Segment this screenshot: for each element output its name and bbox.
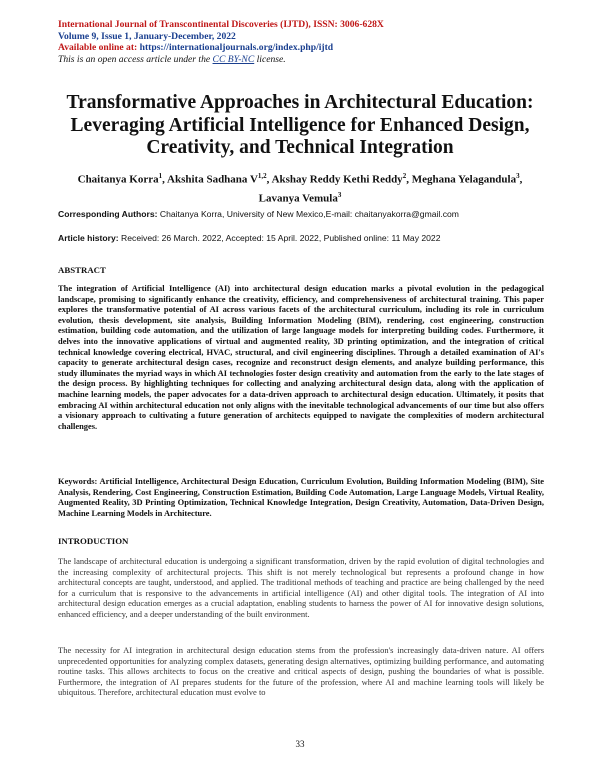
author-separator: , <box>266 173 272 186</box>
abstract-heading: ABSTRACT <box>58 265 106 275</box>
keywords-block <box>58 476 544 518</box>
author-name: Akshay Reddy Kethi Reddy <box>271 173 403 186</box>
introduction-paragraph-2: The necessity for AI integration in architectural design education stems from the profession's increasingly data-driven nature. AI offers unprecedented opportunities for analyzing complex datasets, generating design alternatives, optimizing building performance, and automating routine tasks. This allows architects to focus on the creative and critical aspects of design, pushing the boundaries of what is possible. Furthermore, the integration of AI prepares students for the future of the profession, where AI and machine learning tools will likely be ubiquitous. Therefore, architectural education must evolve to <box>58 645 544 698</box>
history-label: Article history: <box>58 233 122 243</box>
availability-label: Available online at: <box>58 42 140 54</box>
author-affiliation: 1 <box>158 172 163 180</box>
author-affiliation: 1,2 <box>257 172 267 180</box>
license-prefix: This is an open access article under the <box>58 53 213 65</box>
availability-line <box>58 42 558 54</box>
author-affiliation: 3 <box>516 172 520 180</box>
abstract-body: The integration of Artificial Intelligence (AI) into architectural design education marks a pivotal evolution in the pedagogical landscape, promising to significantly enhance the creativity, efficiency, and comprehensiveness of architectural training. This paper explores the transformative potential of AI across various facets of the architectural curriculum, including its role in curriculum evolution, thesis development, site analysis, Building Information Modeling (BIM), rendering, cost engineering, construction estimation, building code automation, and the utilization of large language models for interpreting building codes. Furthermore, it delves into the innovative applications of virtual and augmented reality, 3D printing optimization, and the integration of critical technical knowledge covering electrical, HVAC, structural, and civil engineering disciplines. Through a detailed examination of AI's capacity to generate architectural design cases, recognize and reconstruct design elements, and analyze building performance, this study illuminates the myriad ways in which AI technologies foster design creativity and automation from the early to the late stages of the design process. By highlighting techniques for collecting and analyzing architectural design data, along with the application of machine learning models, the paper advocates for a data-driven approach to architectural design education. Ultimately, it posits that embracing AI within architectural education not only aligns with the inevitable technological advancements of our time but also offers a visionary approach to cultivating a future generation of architects equipped to navigate the complexities of modern architectural challenges. <box>58 283 544 431</box>
license-suffix: license. <box>254 53 286 65</box>
page-number: 33 <box>295 739 305 749</box>
author-name: Akshita Sadhana V <box>167 173 258 186</box>
corresponding-author <box>58 209 548 220</box>
paper-title: Transformative Approaches in Architectural Education: Leveraging Artificial Intelligence for Enhanced Design, Creativity, and Technical Integration <box>66 92 534 158</box>
introduction-heading: INTRODUCTION <box>58 536 129 546</box>
license-link[interactable]: CC BY-NC <box>212 53 255 65</box>
author-separator: , <box>519 173 523 186</box>
author-separator: , <box>162 173 168 186</box>
author-name: Chaitanya Korra <box>77 173 159 186</box>
journal-header <box>58 19 558 65</box>
journal-volume: Volume 9, Issue 1, January-December, 2022 <box>58 30 236 42</box>
keywords-label: Keywords: <box>58 476 100 486</box>
license-line <box>58 54 558 66</box>
author-list <box>40 169 560 206</box>
corresponding-label: Corresponding Authors: <box>58 209 160 219</box>
keywords-text: Artificial Intelligence, Architectural Design Education, Curriculum Evolution, Building Information Modeling (BIM), Site Analysis, Rendering, Cost Engineering, Construction Estimation, Building Code Automation, Large Language Models, Virtual Reality, Augmented Reality, 3D Printing Optimization, Technical Knowledge Integration, Design Creativity, Automation, Data-Driven Design, Machine Learning Models in Architecture. <box>58 476 545 518</box>
author-affiliation: 2 <box>402 172 407 180</box>
author-separator: , <box>406 173 412 186</box>
journal-name: International Journal of Transcontinental Discoveries (IJTD), ISSN: 3006-628X <box>58 19 384 30</box>
author-name: Meghana Yelagandula <box>411 173 517 186</box>
history-text: Received: 26 March. 2022, Accepted: 15 April. 2022, Published online: 11 May 2022 <box>121 233 441 243</box>
author-affiliation: 3 <box>337 190 342 199</box>
introduction-paragraph-1: The landscape of architectural education is undergoing a significant transformation, driven by the rapid evolution of digital technologies and the increasing complexity of architectural projects. This shift is not merely technological but represents a profound change in how architectural concepts are taught, understood, and applied. The traditional methods of teaching and practice are being challenged by the need for a curriculum that is responsive to the advancements in artificial intelligence (AI) and other digital tools. The integration of AI into architectural design education emerges as a crucial adaptation, enabling students to harness the power of AI for innovative design solutions, enhanced efficiency, and a deeper understanding of the built environment. <box>58 556 544 619</box>
corresponding-text: Chaitanya Korra, University of New Mexico,E-mail: chaitanyakorra@gmail.com <box>159 209 459 219</box>
author-name: Lavanya Vemula <box>258 192 338 205</box>
journal-url[interactable]: https://internationaljournals.org/index.php/ijtd <box>139 42 334 54</box>
article-history <box>58 233 548 244</box>
